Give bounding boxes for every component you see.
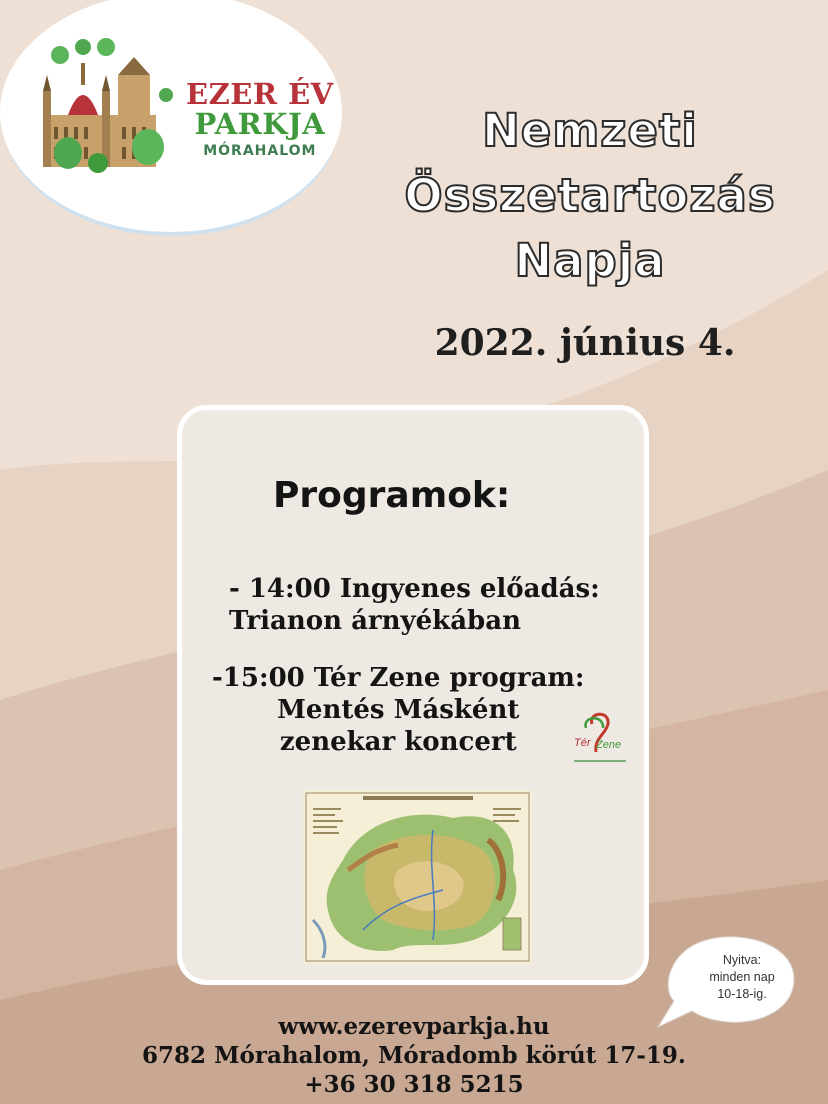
title-line-2: Összetartozás (404, 169, 776, 222)
program-item-1-title: Trianon árnyékában (229, 606, 521, 636)
program-item-1 (229, 573, 600, 637)
program-item-2 (212, 662, 585, 758)
logo-line-2: PARKJA (194, 107, 326, 141)
title-line-3: Napja (514, 234, 666, 287)
contact-footer (0, 1012, 828, 1099)
phone-number[interactable]: +36 30 318 5215 (304, 1071, 524, 1098)
program-item-2-desc: zenekar koncert (279, 727, 517, 757)
opening-hours-text (690, 952, 794, 1003)
address: 6782 Mórahalom, Móradomb körút 17-19. (142, 1042, 686, 1069)
program-item-2-band: Mentés Másként (277, 695, 520, 725)
website-link[interactable]: www.ezerevparkja.hu (278, 1013, 550, 1040)
event-title (370, 98, 810, 293)
parliament-logo-icon (38, 35, 174, 175)
logo-line-3: MÓRAHALOM (203, 143, 317, 159)
program-heading: Programok: (273, 475, 511, 516)
historical-map-image (303, 790, 532, 964)
logo-line-1: EZER ÉV (186, 77, 334, 111)
opening-label: Nyitva: (722, 953, 762, 967)
logo-text (186, 77, 334, 159)
terzene-logo-icon (570, 708, 630, 770)
title-line-1: Nemzeti (482, 104, 698, 157)
svg-text:Zene: Zene (596, 739, 622, 751)
program-item-1-time: - 14:00 Ingyenes előadás: (229, 574, 600, 604)
opening-days: minden nap (709, 970, 775, 984)
opening-hours: 10-18-ig. (717, 987, 767, 1001)
svg-text:Tér: Tér (574, 737, 591, 749)
program-item-2-time: -15:00 Tér Zene program: (212, 663, 585, 693)
event-date: 2022. június 4. (434, 322, 736, 364)
